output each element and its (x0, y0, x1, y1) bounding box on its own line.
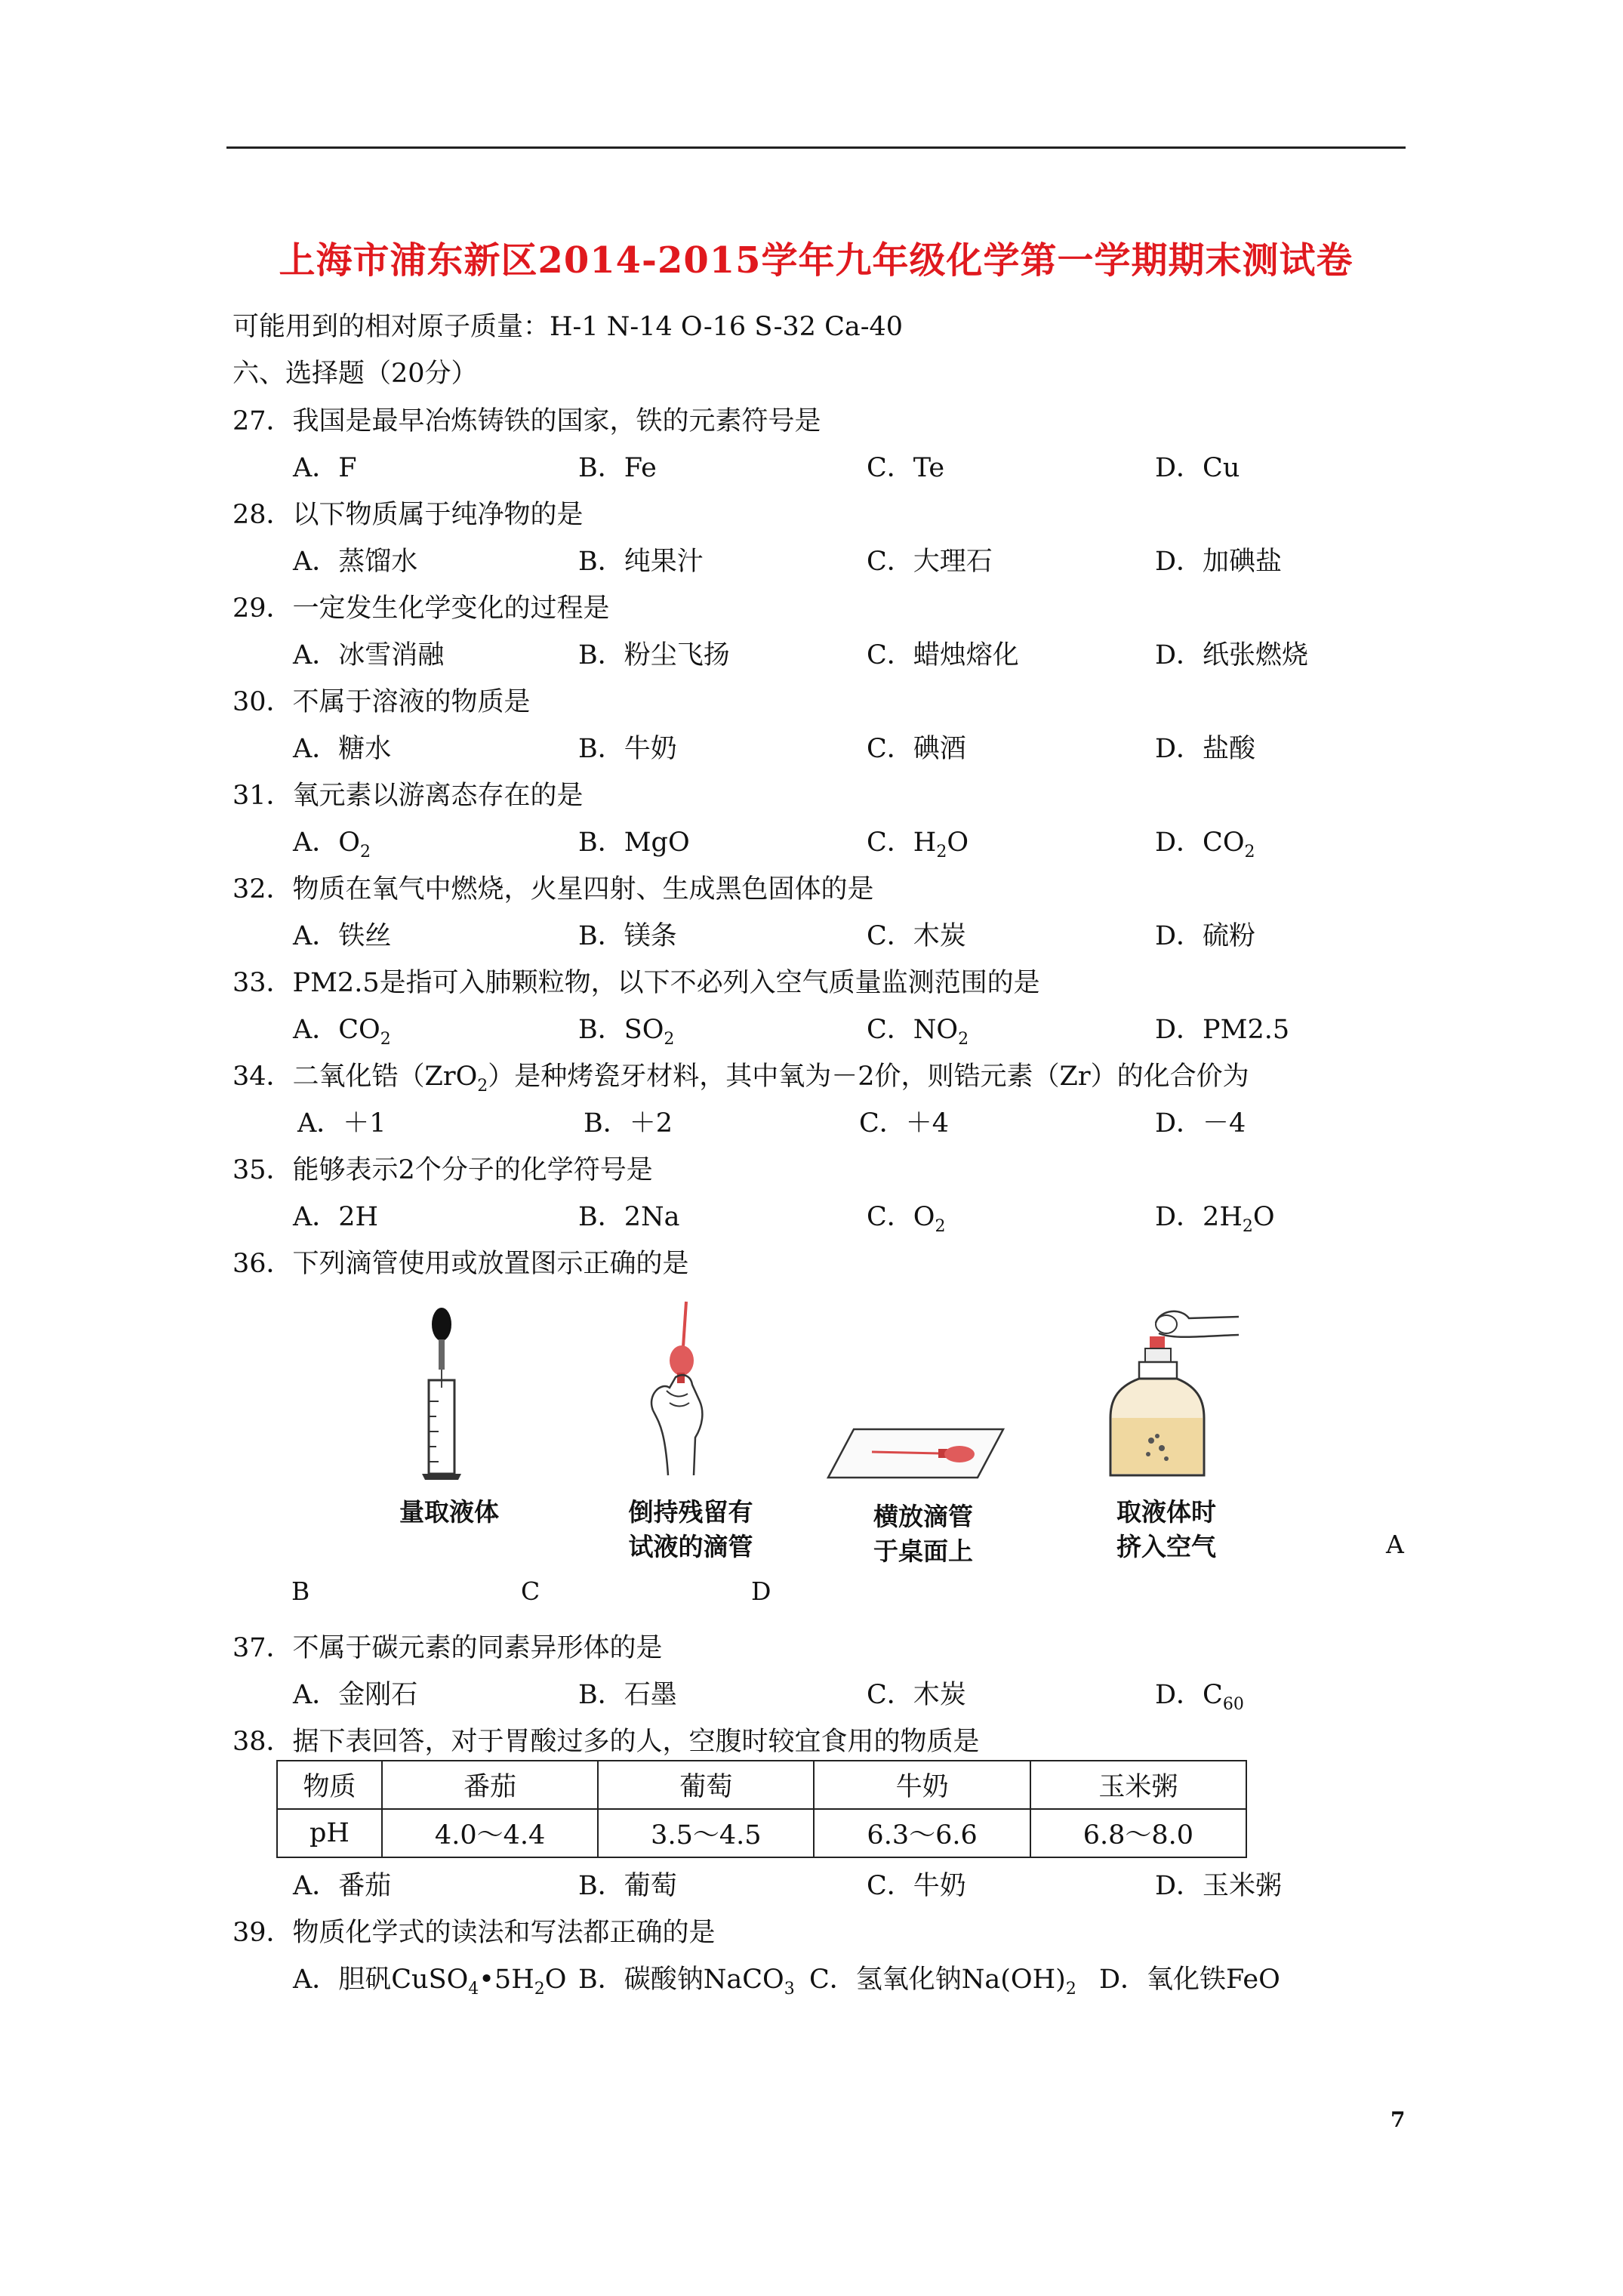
page-title: 上海市浦东新区2014-2015学年九年级化学第一学期期末测试卷 (279, 239, 1354, 282)
question-38: 38．据下表回答，对于胃酸过多的人，空腹时较宜食用的物质是 (233, 1727, 980, 1757)
q32-option-d[interactable]: D．硫粉 (1155, 921, 1256, 951)
question-34: 34．二氧化锆（ZrO$_2$）是种烤瓷牙材料，其中氧为－2价，则锆元素（Zr）的化合价为 (233, 1062, 1249, 1096)
table-cell: 6.8～8.0 (1030, 1809, 1246, 1857)
q35-option-a[interactable]: A．2H (293, 1202, 379, 1232)
table-header-cell: 牛奶 (814, 1761, 1030, 1809)
q37-option-c[interactable]: C．木炭 (867, 1680, 966, 1710)
atomic-masses: 可能用到的相对原子质量：H-1 N-14 O-16 S-32 Ca-40 (233, 312, 904, 342)
q34-option-b[interactable]: B．＋2 (584, 1108, 673, 1139)
question-32: 32．物质在氧气中燃烧，火星四射、生成黑色固体的是 (233, 874, 874, 905)
q37-option-d[interactable]: D．$C_{60}$ (1155, 1680, 1244, 1714)
q30-option-b[interactable]: B．牛奶 (578, 734, 677, 764)
figure-letter-a[interactable]: A (1386, 1530, 1404, 1559)
figure-inverted-dropper (630, 1297, 736, 1478)
header-rule (226, 146, 1406, 149)
table-cell: 4.0～4.4 (382, 1809, 598, 1857)
q37-option-a[interactable]: A．金刚石 (293, 1680, 418, 1710)
q32-option-a[interactable]: A．铁丝 (293, 921, 392, 951)
table-cell: 3.5～4.5 (598, 1809, 814, 1857)
q33-option-b[interactable]: B．$SO_2$ (578, 1015, 675, 1049)
table-cell: pH (277, 1809, 382, 1857)
q39-option-d[interactable]: D．氧化铁FeO (1099, 1965, 1280, 1995)
q31-option-a[interactable]: A．$O_2$ (293, 827, 371, 861)
question-30: 30．不属于溶液的物质是 (233, 687, 531, 717)
q27-option-a[interactable]: A．F (293, 453, 357, 483)
q38-option-a[interactable]: A．番茄 (293, 1871, 392, 1901)
q37-option-b[interactable]: B．石墨 (578, 1680, 677, 1710)
table-header-cell: 玉米粥 (1030, 1761, 1246, 1809)
q29-option-b[interactable]: B．粉尘飞扬 (578, 640, 730, 670)
q29-option-d[interactable]: D．纸张燃烧 (1155, 640, 1309, 670)
q29-option-c[interactable]: C．蜡烛熔化 (867, 640, 1019, 670)
q27-option-c[interactable]: C．Te (867, 453, 945, 483)
table-header-cell: 物质 (277, 1761, 382, 1809)
q28-option-a[interactable]: A．蒸馏水 (293, 547, 418, 577)
question-35: 35．能够表示2个分子的化学符号是 (233, 1155, 653, 1185)
q29-option-a[interactable]: A．冰雪消融 (293, 640, 445, 670)
question-29: 29．一定发生化学变化的过程是 (233, 593, 610, 624)
q39-option-b[interactable]: B．碳酸钠NaCO$_3$ (578, 1965, 795, 1999)
q31-option-d[interactable]: D．$CO_2$ (1155, 827, 1255, 861)
q27-option-b[interactable]: B．Fe (578, 453, 657, 483)
q30-option-a[interactable]: A．糖水 (293, 734, 392, 764)
page-number: 7 (1390, 2107, 1406, 2132)
table-row (277, 1761, 1246, 1809)
table-row (277, 1809, 1246, 1857)
caption-dropper-flat: 横放滴管 于桌面上 (873, 1502, 973, 1566)
q38-option-c[interactable]: C．牛奶 (867, 1871, 966, 1901)
q39-option-a[interactable]: A．胆矾$CuSO_4•5H_2O$ (293, 1965, 567, 1999)
caption-inverted-dropper: 倒持残留有 试液的滴管 (628, 1497, 753, 1561)
figure-squeeze-air (1106, 1300, 1242, 1489)
q27-option-d[interactable]: D．Cu (1155, 453, 1240, 483)
q28-option-b[interactable]: B．纯果汁 (578, 547, 704, 577)
question-37: 37．不属于碳元素的同素异形体的是 (233, 1633, 663, 1663)
q28-option-d[interactable]: D．加碘盐 (1155, 547, 1283, 577)
q34-option-c[interactable]: C．＋4 (859, 1108, 950, 1139)
question-36: 36．下列滴管使用或放置图示正确的是 (233, 1249, 689, 1279)
q34-option-a[interactable]: A．＋1 (297, 1108, 387, 1139)
figure-letter-c[interactable]: C (521, 1576, 540, 1606)
q33-option-a[interactable]: A．$CO_2$ (293, 1015, 391, 1049)
question-31: 31．氧元素以游离态存在的是 (233, 781, 584, 811)
q30-option-c[interactable]: C．碘酒 (867, 734, 966, 764)
q33-option-c[interactable]: C．$NO_2$ (867, 1015, 969, 1049)
table-header-cell: 葡萄 (598, 1761, 814, 1809)
q32-option-b[interactable]: B．镁条 (578, 921, 677, 951)
q33-option-d[interactable]: D．PM2.5 (1155, 1015, 1290, 1045)
ph-table (276, 1760, 1247, 1858)
q39-option-c[interactable]: C．氢氧化钠$Na(OH)_2$ (809, 1965, 1076, 1999)
q30-option-d[interactable]: D．盐酸 (1155, 734, 1256, 764)
question-39: 39．物质化学式的读法和写法都正确的是 (233, 1918, 716, 1948)
q38-option-b[interactable]: B．葡萄 (578, 1871, 677, 1901)
q32-option-c[interactable]: C．木炭 (867, 921, 966, 951)
table-cell: 6.3～6.6 (814, 1809, 1030, 1857)
question-33: 33．PM2.5是指可入肺颗粒物，以下不必列入空气质量监测范围的是 (233, 968, 1040, 998)
q35-option-c[interactable]: C．$O_2$ (867, 1202, 946, 1236)
q35-option-d[interactable]: D．$2H_2O$ (1155, 1202, 1275, 1236)
figure-letter-b[interactable]: B (291, 1576, 310, 1606)
figure-letter-d[interactable]: D (751, 1576, 771, 1606)
q31-option-b[interactable]: B．MgO (578, 827, 690, 858)
section-heading: 六、选择题（20分） (233, 359, 478, 389)
q31-option-c[interactable]: C．$H_2O$ (867, 827, 969, 861)
figure-measure-liquid (411, 1305, 479, 1486)
caption-measure-liquid: 量取液体 (399, 1497, 499, 1527)
q35-option-b[interactable]: B．2Na (578, 1202, 680, 1232)
table-header-cell: 番茄 (382, 1761, 598, 1809)
q38-option-d[interactable]: D．玉米粥 (1155, 1871, 1283, 1901)
q34-option-d[interactable]: D．－4 (1155, 1108, 1246, 1139)
question-27: 27．我国是最早冶炼铸铁的国家，铁的元素符号是 (233, 406, 821, 436)
question-28: 28．以下物质属于纯净物的是 (233, 500, 584, 530)
caption-squeeze-air: 取液体时 挤入空气 (1116, 1497, 1216, 1561)
q28-option-c[interactable]: C．大理石 (867, 547, 993, 577)
figure-dropper-flat (827, 1423, 1008, 1484)
